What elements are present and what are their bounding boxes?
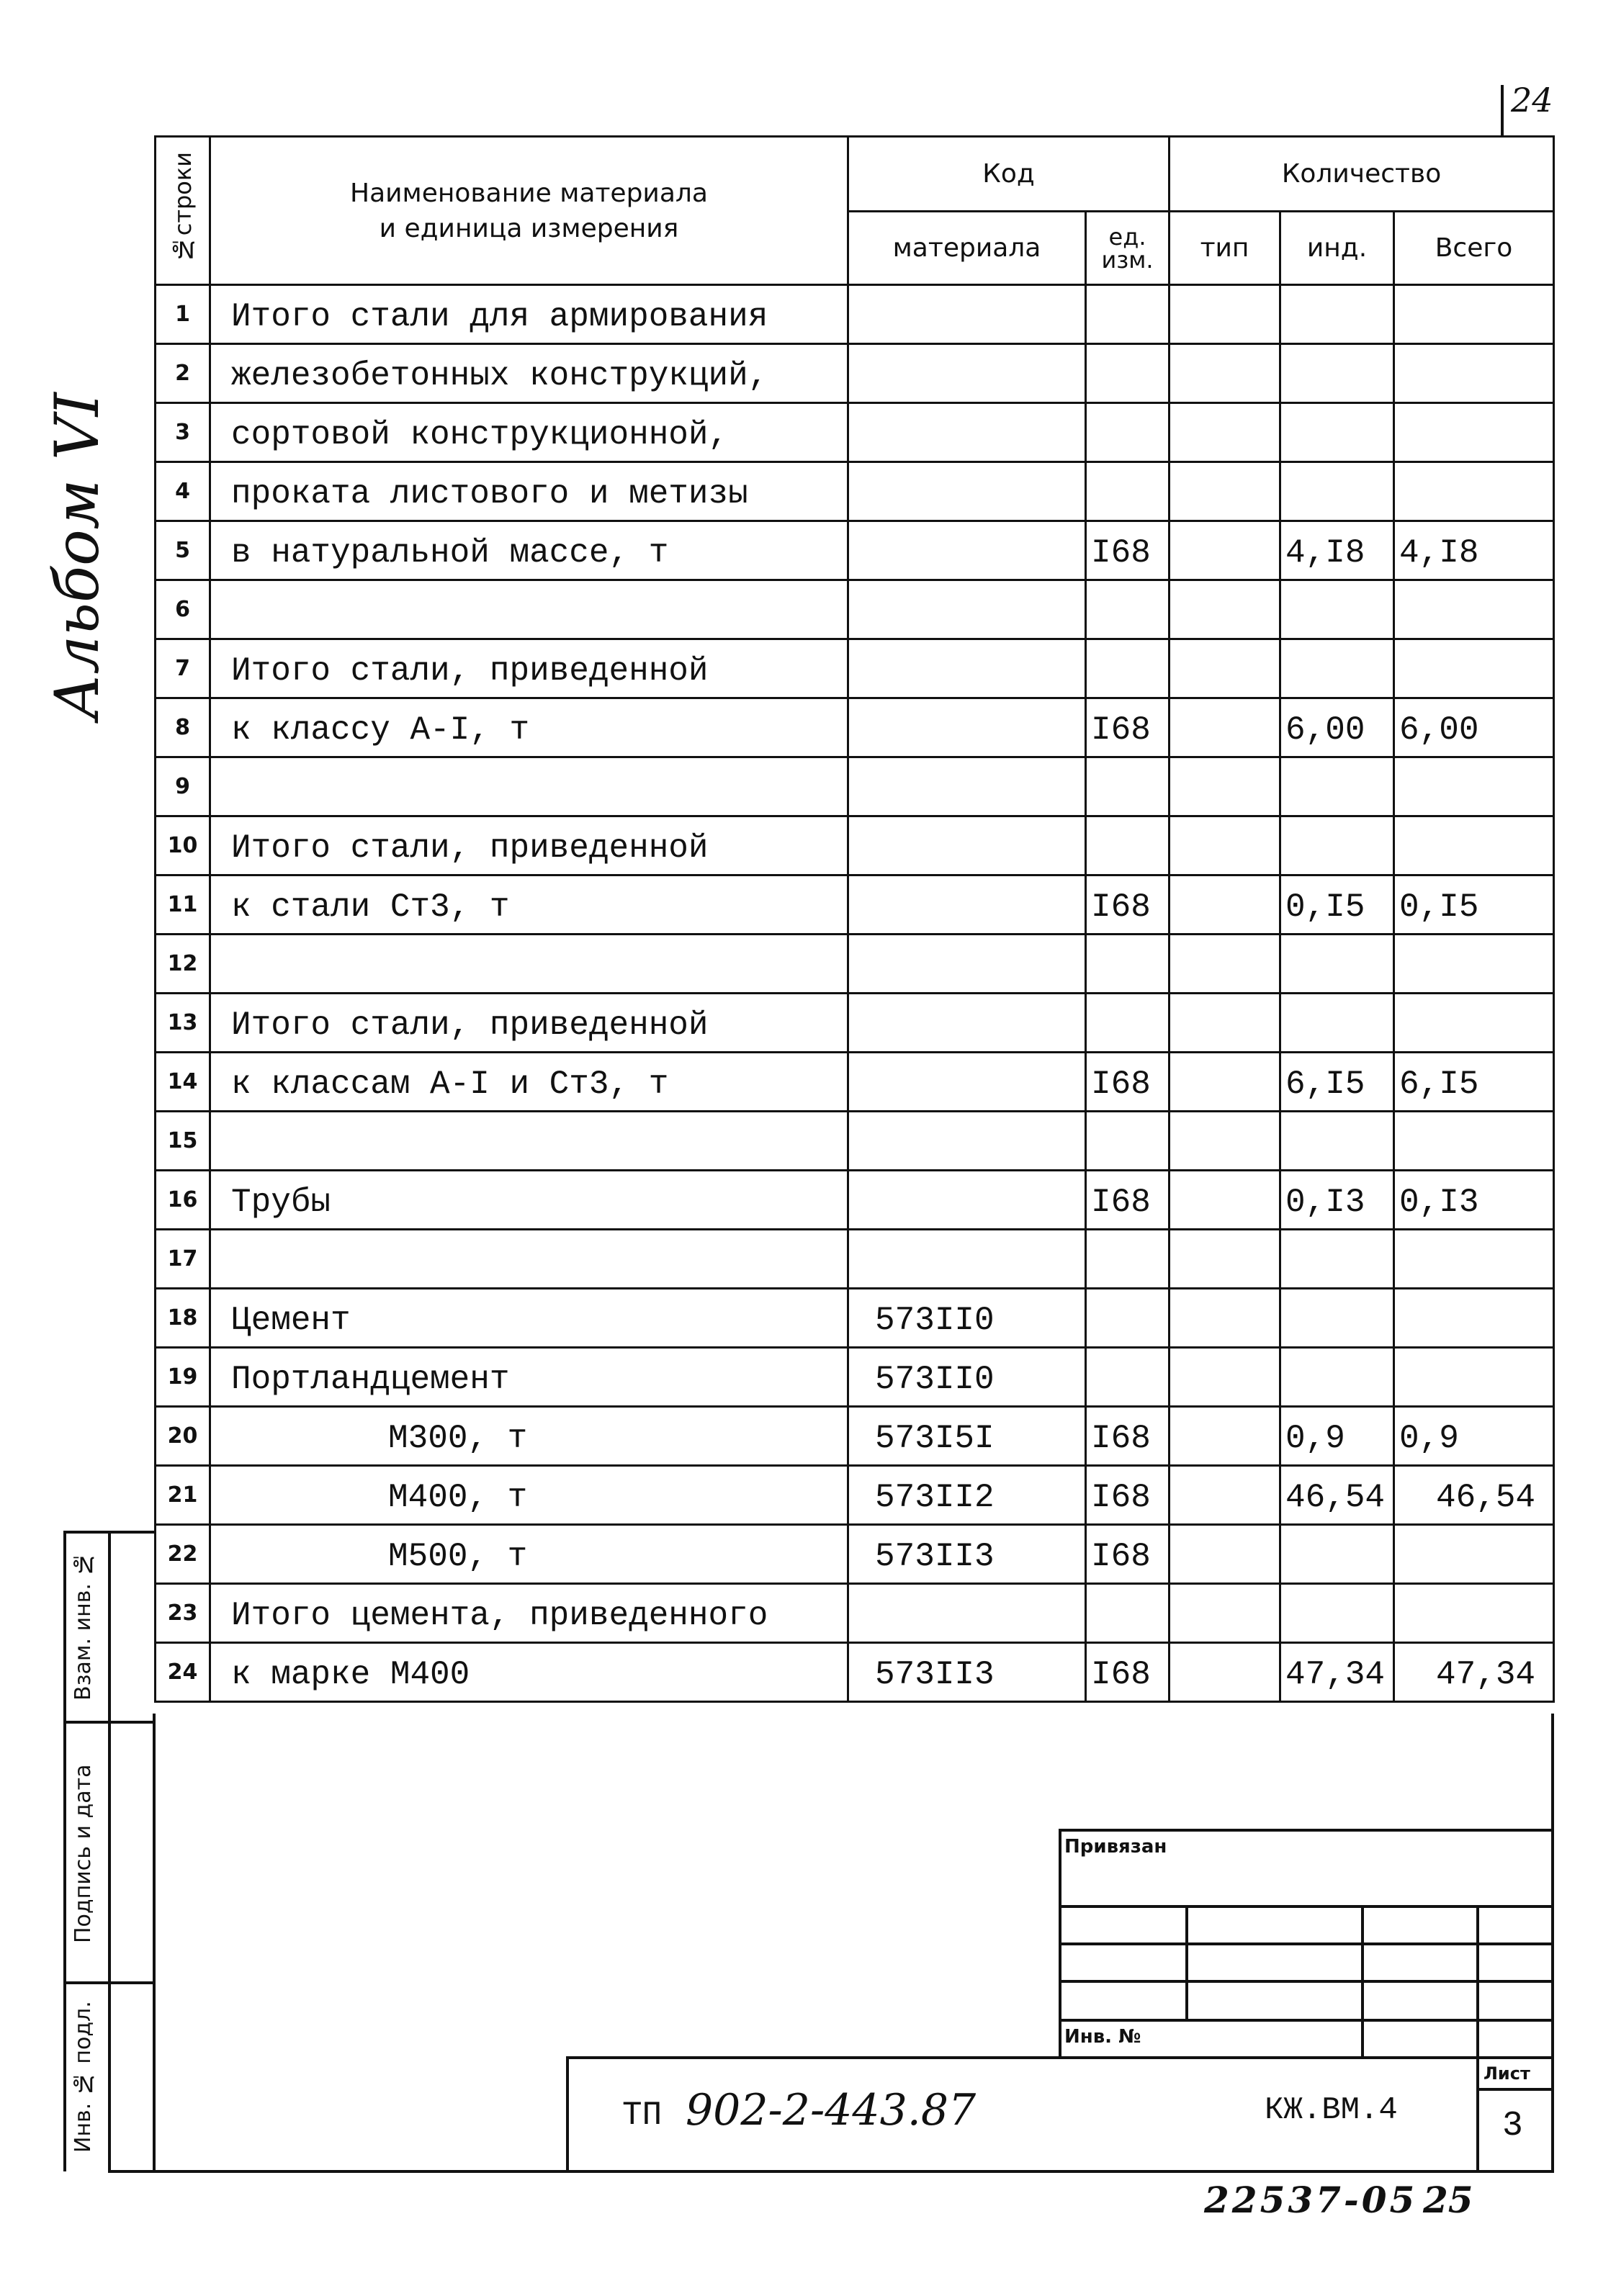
header-total: Всего [1394,212,1554,285]
unit-code: I68 [1086,1407,1170,1466]
material-code [848,580,1086,639]
header-unit [1086,212,1170,285]
tb-v-3 [1476,1905,1479,2171]
unit-code [1086,816,1170,875]
qty-type [1170,344,1280,403]
table-row [156,1171,1554,1230]
qty-type [1170,1053,1280,1112]
qty-type [1170,935,1280,994]
qty-type [1170,816,1280,875]
header-quantity: Количество [1170,137,1554,212]
row-number: 17 [156,1230,210,1289]
material-code: 573II3 [848,1525,1086,1584]
header-unit-line1: ед. [1108,222,1146,251]
unit-code: I68 [1086,875,1170,935]
material-name: проката листового и метизы [210,462,848,521]
material-name: М300, т [210,1407,848,1466]
unit-code [1086,1112,1170,1171]
qty-total [1394,1230,1554,1289]
qty-total [1394,994,1554,1053]
header-unit-line2: изм. [1101,246,1154,274]
material-name: к марке М400 [210,1643,848,1702]
unit-code: I68 [1086,1171,1170,1230]
material-name [210,935,848,994]
qty-ind [1280,639,1394,698]
qty-total [1394,639,1554,698]
row-number: 10 [156,816,210,875]
stamp-div-2 [63,1981,154,1984]
stamp-div-1 [63,1721,154,1724]
table-row [156,1348,1554,1407]
qty-ind: 0,I3 [1280,1171,1394,1230]
table-row [156,1230,1554,1289]
qty-total [1394,462,1554,521]
qty-ind [1280,757,1394,816]
qty-type [1170,1525,1280,1584]
header-name-line2: и единица измерения [379,213,679,243]
row-number: 16 [156,1171,210,1230]
qty-type [1170,698,1280,757]
row-number: 23 [156,1584,210,1643]
stamp-vzam: Взам. инв. № [71,1551,96,1701]
material-name [210,757,848,816]
qty-total [1394,1525,1554,1584]
qty-total [1394,285,1554,344]
qty-total [1394,580,1554,639]
unit-code [1086,639,1170,698]
stamp-left-edge [63,1531,66,2171]
table-row [156,1407,1554,1466]
unit-code [1086,344,1170,403]
row-number: 11 [156,875,210,935]
table-row [156,875,1554,935]
row-number: 3 [156,403,210,462]
material-code: 573II2 [848,1466,1086,1525]
tb-sheet-div [1476,2088,1554,2091]
qty-total: 0,I5 [1394,875,1554,935]
material-code [848,521,1086,580]
unit-code [1086,580,1170,639]
row-number: 14 [156,1053,210,1112]
table-row [156,580,1554,639]
qty-type [1170,462,1280,521]
material-code [848,698,1086,757]
unit-code [1086,462,1170,521]
table-row [156,1053,1554,1112]
qty-type [1170,1112,1280,1171]
table-row [156,935,1554,994]
qty-total: 0,9 [1394,1407,1554,1466]
material-code [848,994,1086,1053]
qty-ind [1280,1230,1394,1289]
material-code [848,462,1086,521]
material-name: Итого стали, приведенной [210,994,848,1053]
unit-code: I68 [1086,1466,1170,1525]
material-code [848,1053,1086,1112]
material-name [210,1112,848,1171]
table-row [156,698,1554,757]
material-code [848,816,1086,875]
material-code [848,344,1086,403]
qty-ind: 6,I5 [1280,1053,1394,1112]
row-number: 24 [156,1643,210,1702]
qty-ind: 0,I5 [1280,875,1394,935]
tb-h-2 [1059,1942,1554,1945]
frame-bottom [108,2170,1554,2173]
material-code [848,875,1086,935]
material-name: Итого цемента, приведенного [210,1584,848,1643]
material-code [848,1112,1086,1171]
qty-ind [1280,580,1394,639]
bottom-page: 25 [1423,2179,1473,2221]
material-name: сортовой конструкционной, [210,403,848,462]
row-number: 4 [156,462,210,521]
unit-code [1086,403,1170,462]
header-type: тип [1170,212,1280,285]
qty-type [1170,521,1280,580]
tb-doc-number: 902-2-443.87 [686,2085,977,2135]
tb-main-top [566,2056,1554,2059]
unit-code: I68 [1086,521,1170,580]
table-row [156,285,1554,344]
material-code [848,1171,1086,1230]
qty-ind: 6,00 [1280,698,1394,757]
qty-ind [1280,403,1394,462]
unit-code: I68 [1086,698,1170,757]
material-code [848,1230,1086,1289]
tb-h-3 [1059,1980,1554,1983]
row-number: 2 [156,344,210,403]
header-material: материала [848,212,1086,285]
table-row [156,521,1554,580]
row-number: 21 [156,1466,210,1525]
table-row [156,1289,1554,1348]
row-number: 15 [156,1112,210,1171]
material-name: к классам А-I и Ст3, т [210,1053,848,1112]
frame-left [153,1714,156,2171]
qty-type [1170,994,1280,1053]
material-name: Трубы [210,1171,848,1230]
qty-type [1170,403,1280,462]
qty-total [1394,1112,1554,1171]
unit-code [1086,1230,1170,1289]
table-row [156,462,1554,521]
tb-doc-prefix: ТП [622,2097,663,2134]
tb-sheet-label: Лист [1483,2063,1530,2084]
material-name: в натуральной массе, т [210,521,848,580]
qty-ind [1280,1112,1394,1171]
unit-code [1086,994,1170,1053]
tb-inv-no: Инв. № [1064,2026,1141,2048]
qty-type [1170,757,1280,816]
qty-total: 4,I8 [1394,521,1554,580]
qty-type [1170,1643,1280,1702]
row-number: 22 [156,1525,210,1584]
row-number: 5 [156,521,210,580]
table-row [156,994,1554,1053]
qty-ind [1280,1348,1394,1407]
header-code: Код [848,137,1170,212]
qty-total: 46,54 [1394,1466,1554,1525]
qty-total [1394,344,1554,403]
material-code [848,757,1086,816]
qty-total [1394,1348,1554,1407]
row-number: 12 [156,935,210,994]
row-number: 20 [156,1407,210,1466]
qty-ind [1280,1525,1394,1584]
material-code: 573II0 [848,1289,1086,1348]
header-ind: инд. [1280,212,1394,285]
qty-ind: 46,54 [1280,1466,1394,1525]
material-name: к классу А-I, т [210,698,848,757]
album-note: Альбом VI [42,392,112,720]
qty-total [1394,816,1554,875]
qty-ind [1280,462,1394,521]
stamp-inv-podl: Инв. № подл. [71,2001,96,2153]
material-name: М500, т [210,1525,848,1584]
material-name: Итого стали, приведенной [210,816,848,875]
material-code [848,935,1086,994]
stamp-podpis: Подпись и дата [71,1764,96,1944]
qty-total [1394,403,1554,462]
qty-type [1170,1230,1280,1289]
qty-ind [1280,344,1394,403]
table-row [156,1112,1554,1171]
tb-h-1 [1059,1905,1554,1908]
header-row-no: №строки [156,137,210,285]
qty-ind: 0,9 [1280,1407,1394,1466]
qty-total: 6,00 [1394,698,1554,757]
materials-table [154,135,1555,1703]
row-number: 8 [156,698,210,757]
tb-v-1 [1185,1905,1188,2020]
row-number: 1 [156,285,210,344]
tb-privyazan-top [1059,1829,1554,1832]
tb-h-4 [1059,2019,1554,2022]
qty-type [1170,1407,1280,1466]
material-name: к стали Ст3, т [210,875,848,935]
qty-type [1170,639,1280,698]
header-name-line1: Наименование материала [350,178,708,208]
unit-code [1086,1289,1170,1348]
row-number: 9 [156,757,210,816]
material-code [848,639,1086,698]
table-row [156,816,1554,875]
material-name: железобетонных конструкций, [210,344,848,403]
qty-type [1170,1348,1280,1407]
qty-ind [1280,1584,1394,1643]
qty-type [1170,285,1280,344]
material-code: 573II3 [848,1643,1086,1702]
qty-ind: 4,I8 [1280,521,1394,580]
table-row [156,1584,1554,1643]
row-number: 19 [156,1348,210,1407]
tb-privyazan: Привязан [1064,1836,1167,1858]
qty-total [1394,1289,1554,1348]
qty-ind [1280,816,1394,875]
unit-code: I68 [1086,1643,1170,1702]
material-name [210,580,848,639]
table-row [156,1525,1554,1584]
material-name: Цемент [210,1289,848,1348]
material-code: 573II0 [848,1348,1086,1407]
qty-ind [1280,285,1394,344]
row-number: 18 [156,1289,210,1348]
unit-code [1086,1348,1170,1407]
qty-total [1394,935,1554,994]
row-number: 13 [156,994,210,1053]
unit-code: I68 [1086,1053,1170,1112]
unit-code: I68 [1086,1525,1170,1584]
material-code [848,285,1086,344]
tb-v-2 [1361,1905,1364,2059]
material-name: М400, т [210,1466,848,1525]
qty-total: 0,I3 [1394,1171,1554,1230]
tb-code: КЖ.ВМ.4 [1265,2092,1398,2128]
qty-ind [1280,935,1394,994]
material-name [210,1230,848,1289]
table-row [156,757,1554,816]
unit-code [1086,935,1170,994]
material-name: Портландцемент [210,1348,848,1407]
table-row [156,1643,1554,1702]
unit-code [1086,285,1170,344]
qty-type [1170,1584,1280,1643]
material-name: Итого стали для армирования [210,285,848,344]
unit-code [1086,757,1170,816]
qty-ind [1280,1289,1394,1348]
qty-type [1170,875,1280,935]
tb-main-left [566,2056,569,2171]
qty-type [1170,1171,1280,1230]
table-row [156,1466,1554,1525]
qty-total [1394,1584,1554,1643]
qty-ind [1280,994,1394,1053]
material-code [848,403,1086,462]
header-name [210,137,848,285]
table-row [156,403,1554,462]
material-code: 573I5I [848,1407,1086,1466]
row-number: 6 [156,580,210,639]
qty-ind: 47,34 [1280,1643,1394,1702]
qty-total [1394,757,1554,816]
qty-type [1170,1289,1280,1348]
qty-type [1170,1466,1280,1525]
qty-total: 47,34 [1394,1643,1554,1702]
qty-total: 6,I5 [1394,1053,1554,1112]
page-number-tick [1501,85,1504,135]
unit-code [1086,1584,1170,1643]
material-code [848,1584,1086,1643]
bottom-note: 22537-05 [1204,2179,1418,2221]
tb-sheet-number: 3 [1502,2107,1523,2146]
row-number: 7 [156,639,210,698]
qty-type [1170,580,1280,639]
stamp-right-edge [108,1531,111,2171]
table-row [156,344,1554,403]
material-name: Итого стали, приведенной [210,639,848,698]
page-number: 24 [1511,81,1553,120]
table-row [156,639,1554,698]
